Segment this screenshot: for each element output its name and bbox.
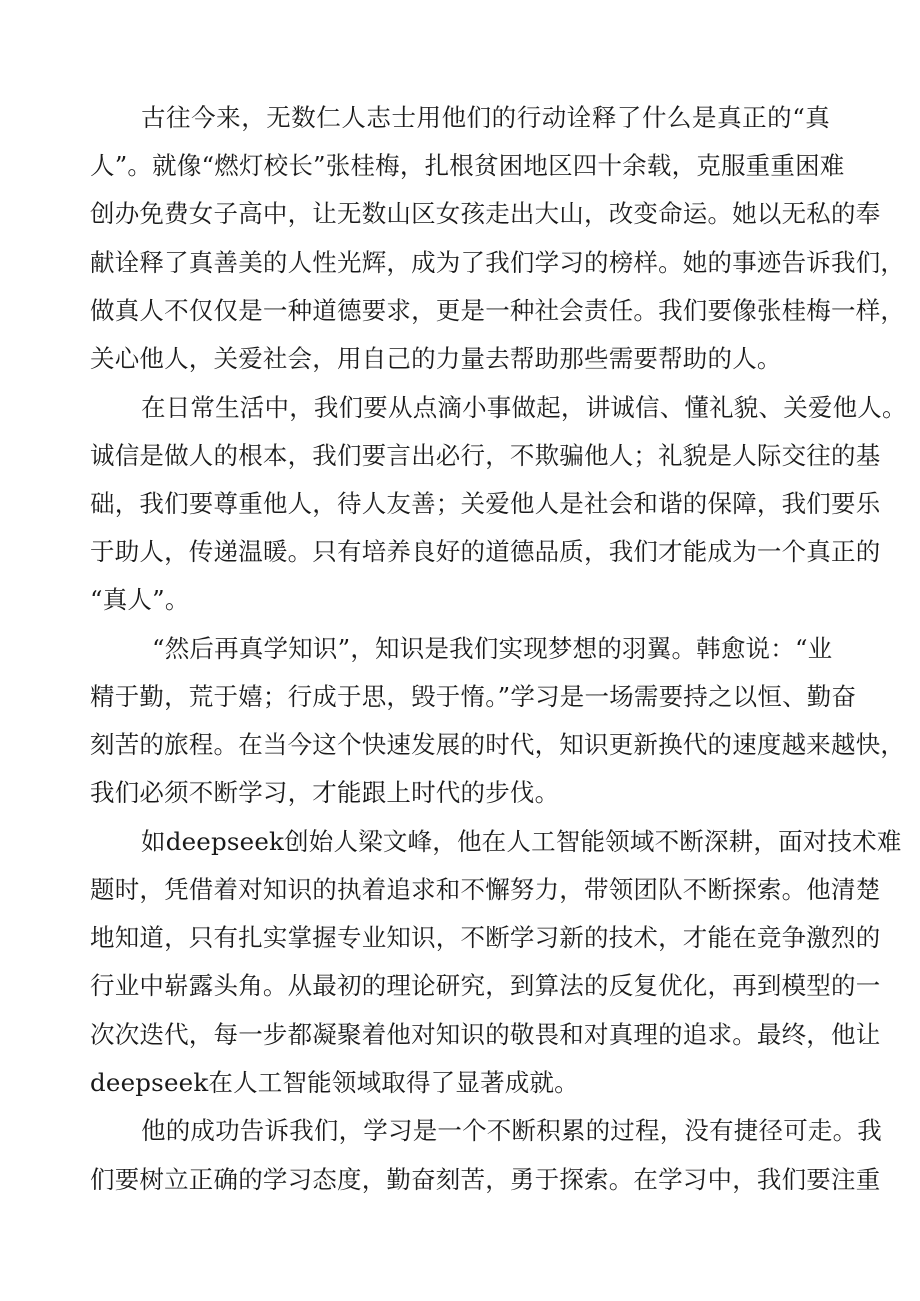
text-line: “真人”。 <box>90 585 190 614</box>
text-line: deepseek在人工智能领域取得了显著成就。 <box>90 1068 579 1097</box>
text-line: 我们必须不断学习，才能跟上时代的步伐。 <box>90 778 560 807</box>
text-line <box>90 1206 830 1250</box>
text-line: 他的成功告诉我们，学习是一个不断积累的过程，没有捷径可走。我 <box>141 1116 882 1145</box>
text-line: 做真人不仅仅是一种道德要求，更是一种社会责任。我们要像张桂梅一样， <box>90 296 906 325</box>
text-line: 关心他人，关爱社会，用自己的力量去帮助那些需要帮助的人。 <box>90 344 782 373</box>
text-line: 础，我们要尊重他人，待人友善；关爱他人是社会和谐的保障，我们要乐 <box>90 489 881 518</box>
text-line: 地知道，只有扎实掌握专业知识，不断学习新的技术，才能在竞争激烈的 <box>90 923 881 952</box>
text-line: 如deepseek创始人梁文峰，他在人工智能领域不断深耕，面对技术难 <box>141 827 902 856</box>
text-line: 于助人，传递温暖。只有培养良好的道德品质，我们才能成为一个真正的 <box>90 537 881 566</box>
text-line: 们要树立正确的学习态度，勤奋刻苦，勇于探索。在学习中，我们要注重 <box>90 1165 881 1194</box>
text-line: 在日常生活中，我们要从点滴小事做起，讲诚信、懂礼貌、关爱他人。 <box>141 393 907 422</box>
text-line: 刻苦的旅程。在当今这个快速发展的时代，知识更新换代的速度越来越快， <box>90 730 906 759</box>
text-line: 古往今来，无数仁人志士用他们的行动诠释了什么是真正的“真 <box>141 103 830 132</box>
text-line: 人”。就像“燃灯校长”张桂梅，扎根贫困地区四十余载，克服重重困难 <box>90 151 845 180</box>
text-line: 诚信是做人的根本，我们要言出必行，不欺骗他人；礼貌是人际交往的基 <box>90 441 881 470</box>
text-line: 次次迭代，每一步都凝聚着他对知识的敬畏和对真理的追求。最终，他让 <box>90 1020 881 1049</box>
text-line: 献诠释了真善美的人性光辉，成为了我们学习的榜样。她的事迹告诉我们， <box>90 248 906 277</box>
text-line: 精于勤，荒于嬉；行成于思，毁于惰。”学习是一场需要持之以恒、勤奋 <box>90 682 857 711</box>
text-line: 创办免费女子高中，让无数山区女孩走出大山，改变命运。她以无私的奉 <box>90 199 881 228</box>
text-line: “然后再真学知识”，知识是我们实现梦想的羽翼。韩愈说：“业 <box>152 634 833 663</box>
text-line: 行业中崭露头角。从最初的理论研究，到算法的反复优化，再到模型的一 <box>90 971 881 1000</box>
text-line: 题时，凭借着对知识的执着追求和不懈努力，带领团队不断探索。他清楚 <box>90 875 881 904</box>
